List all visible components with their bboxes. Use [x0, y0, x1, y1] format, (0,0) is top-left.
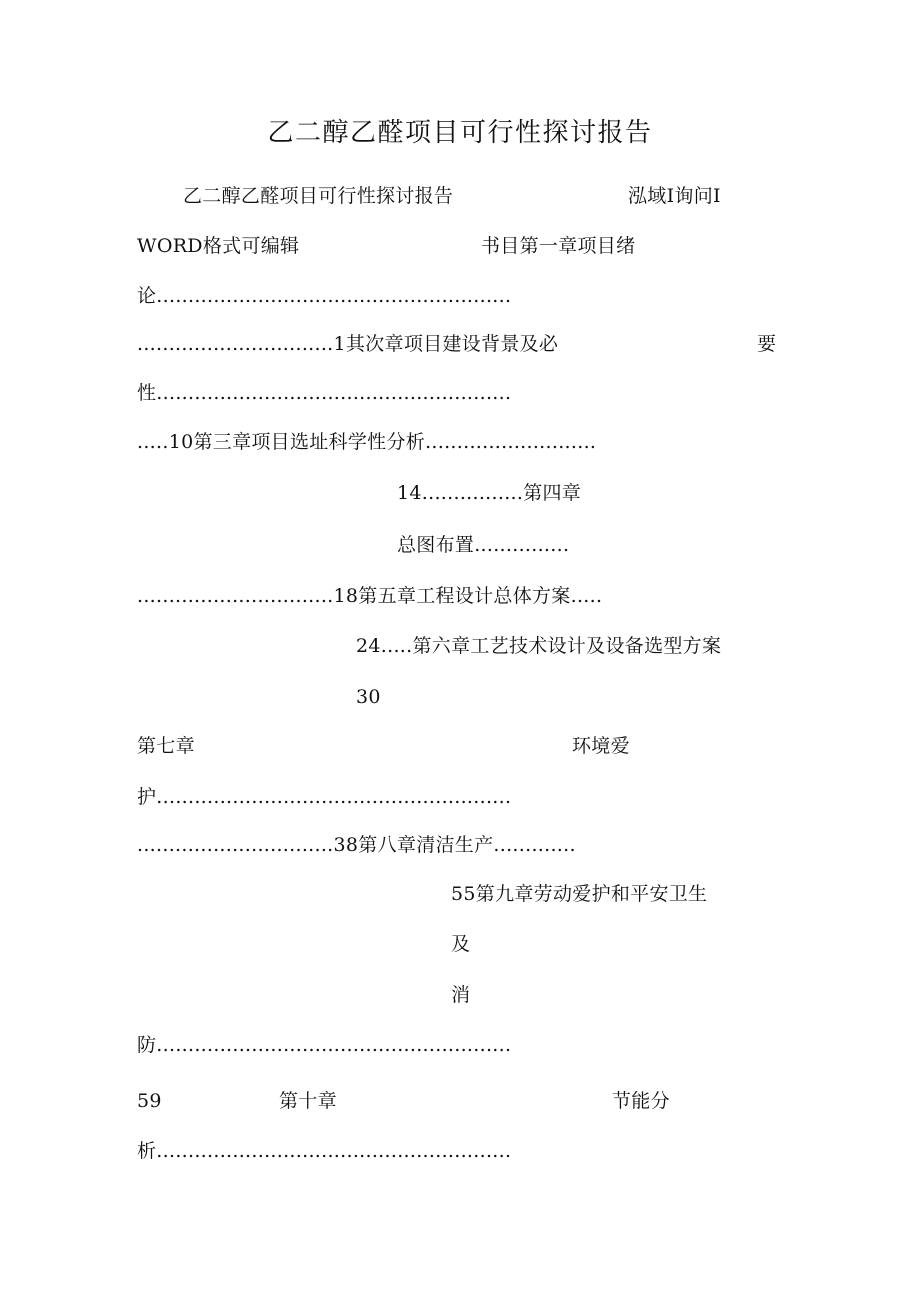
toc-line: ...............................18第五章工程设计总体方案..... [137, 585, 603, 607]
toc-line: 14................第四章 [397, 482, 582, 504]
toc-line: 节能分 [612, 1090, 670, 1112]
toc-line: 第七章 [137, 735, 195, 757]
toc-line: 论........................................................ [137, 285, 512, 307]
toc-line: 析........................................................ [137, 1140, 512, 1162]
toc-line: 性........................................................ [137, 382, 512, 404]
toc-line: 及 [451, 933, 471, 955]
toc-line: 消 [451, 984, 471, 1006]
toc-line: 24.....第六章工艺技术设计及设备选型方案 [356, 635, 722, 657]
toc-line: 防........................................................ [137, 1034, 512, 1056]
toc-line: ...............................1其次章项目建设背景及必 [137, 333, 559, 355]
toc-line: 环境爱 [572, 735, 630, 757]
toc-line: ...............................38第八章清洁生产............. [137, 834, 576, 856]
format-note: WORD格式可编辑 [137, 235, 300, 257]
toc-heading: 书目第一章项目绪 [481, 235, 636, 257]
toc-line: .....10第三章项目选址科学性分析........................... [137, 431, 597, 453]
toc-line: 59 [137, 1090, 162, 1112]
subtitle-right: 泓域I询问I [628, 185, 721, 207]
toc-line: 护........................................................ [137, 786, 512, 808]
toc-line: 第十章 [279, 1090, 337, 1112]
toc-line: 30 [356, 686, 381, 708]
toc-line: 要 [757, 333, 777, 355]
document-title: 乙二醇乙醛项目可行性探讨报告 [267, 118, 653, 148]
toc-line: 55第九章劳动爱护和平安卫生 [451, 883, 708, 905]
toc-line: 总图布置............... [397, 534, 570, 556]
subtitle-left: 乙二醇乙醛项目可行性探讨报告 [183, 185, 454, 207]
